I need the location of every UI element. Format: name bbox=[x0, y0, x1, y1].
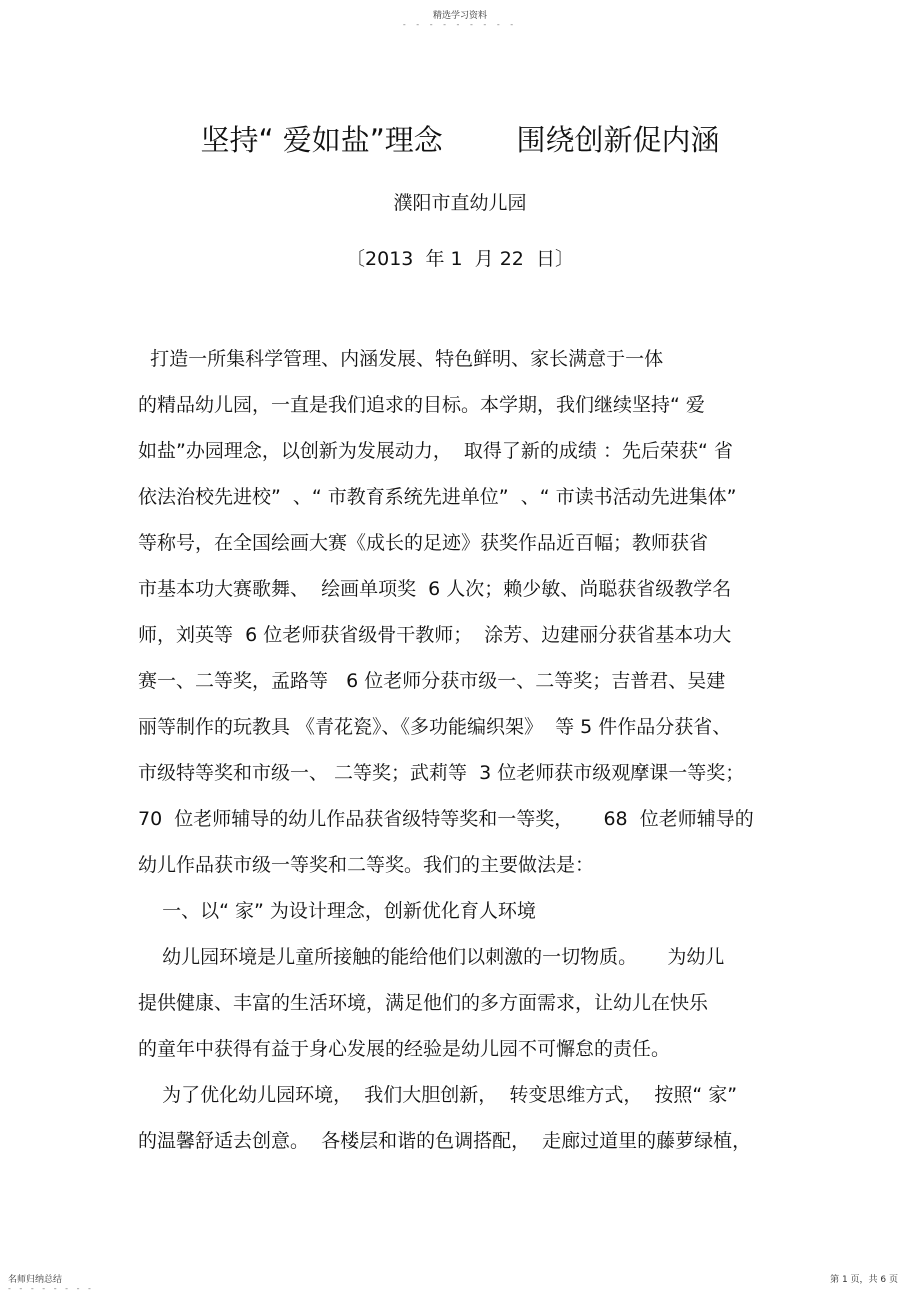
header-label: 精选学习资料 bbox=[432, 11, 487, 21]
body-line: 依法治校先进校” 、“ 市教育系统先进单位” 、“ 市读书活动先进集体” bbox=[138, 486, 737, 508]
body-line: 师，刘英等 6 位老师获省级骨干教师； 涂芳、边建丽分获省基本功大 bbox=[138, 624, 732, 646]
footer-dots: - - - - - - - - bbox=[8, 1284, 94, 1293]
body-line: 市基本功大赛歌舞、 绘画单项奖 6 人次；赖少敏、尚聪获省级教学名 bbox=[138, 578, 732, 600]
document-title: 坚持“ 爱如盐”理念 围绕创新促内涵 bbox=[200, 123, 720, 157]
document-date: 〔2013 年 1 月 22 日〕 bbox=[346, 248, 574, 270]
body-line: 打造一所集科学管理、内涵发展、特色鲜明、家长满意于一体 bbox=[138, 348, 664, 370]
section-heading: 一、以“ 家” 为设计理念，创新优化育人环境 bbox=[138, 900, 536, 922]
page-indicator: 第 1 页，共 6 页 bbox=[830, 1275, 898, 1285]
footer-label: 名师归纳总结 bbox=[8, 1275, 63, 1285]
body-line: 赛一、二等奖，孟路等 6 位老师分获市级一、二等奖；吉普君、吴建 bbox=[138, 670, 726, 692]
body-line: 的温馨舒适去创意。 各楼层和谐的色调搭配， 走廊过道里的藤萝绿植， bbox=[138, 1130, 752, 1152]
body-line: 的童年中获得有益于身心发展的经验是幼儿园不可懈怠的责任。 bbox=[138, 1038, 671, 1060]
document-subtitle: 濮阳市直幼儿园 bbox=[393, 192, 527, 214]
body-line: 为了优化幼儿园环境， 我们大胆创新， 转变思维方式， 按照“ 家” bbox=[138, 1084, 738, 1106]
body-line: 幼儿园环境是儿童所接触的能给他们以刺激的一切物质。 为幼儿 bbox=[138, 946, 725, 968]
body-line: 等称号，在全国绘画大赛《成长的足迹》获奖作品近百幅；教师获省 bbox=[138, 532, 709, 554]
body-line: 市级特等奖和市级一、 二等奖；武莉等 3 位老师获市级观摩课一等奖； bbox=[138, 762, 745, 784]
body-line: 幼儿作品获市级一等奖和二等奖。我们的主要做法是： bbox=[138, 854, 595, 876]
body-line: 70 位老师辅导的幼儿作品获省级特等奖和一等奖， 68 位老师辅导的 bbox=[138, 808, 754, 830]
body-line: 如盐”办园理念，以创新为发展动力， 取得了新的成绩 ：先后荣获“ 省 bbox=[138, 440, 733, 462]
body-line: 的精品幼儿园，一直是我们追求的目标。本学期，我们继续坚持“ 爱 bbox=[138, 394, 705, 416]
body-line: 丽等制作的玩教具 《青花瓷》、《多功能编织架》 等 5 件作品分获省、 bbox=[138, 716, 732, 738]
body-line: 提供健康、丰富的生活环境，满足他们的多方面需求，让幼儿在快乐 bbox=[138, 992, 709, 1014]
header-dots: - - - - - - - - - bbox=[402, 20, 518, 29]
